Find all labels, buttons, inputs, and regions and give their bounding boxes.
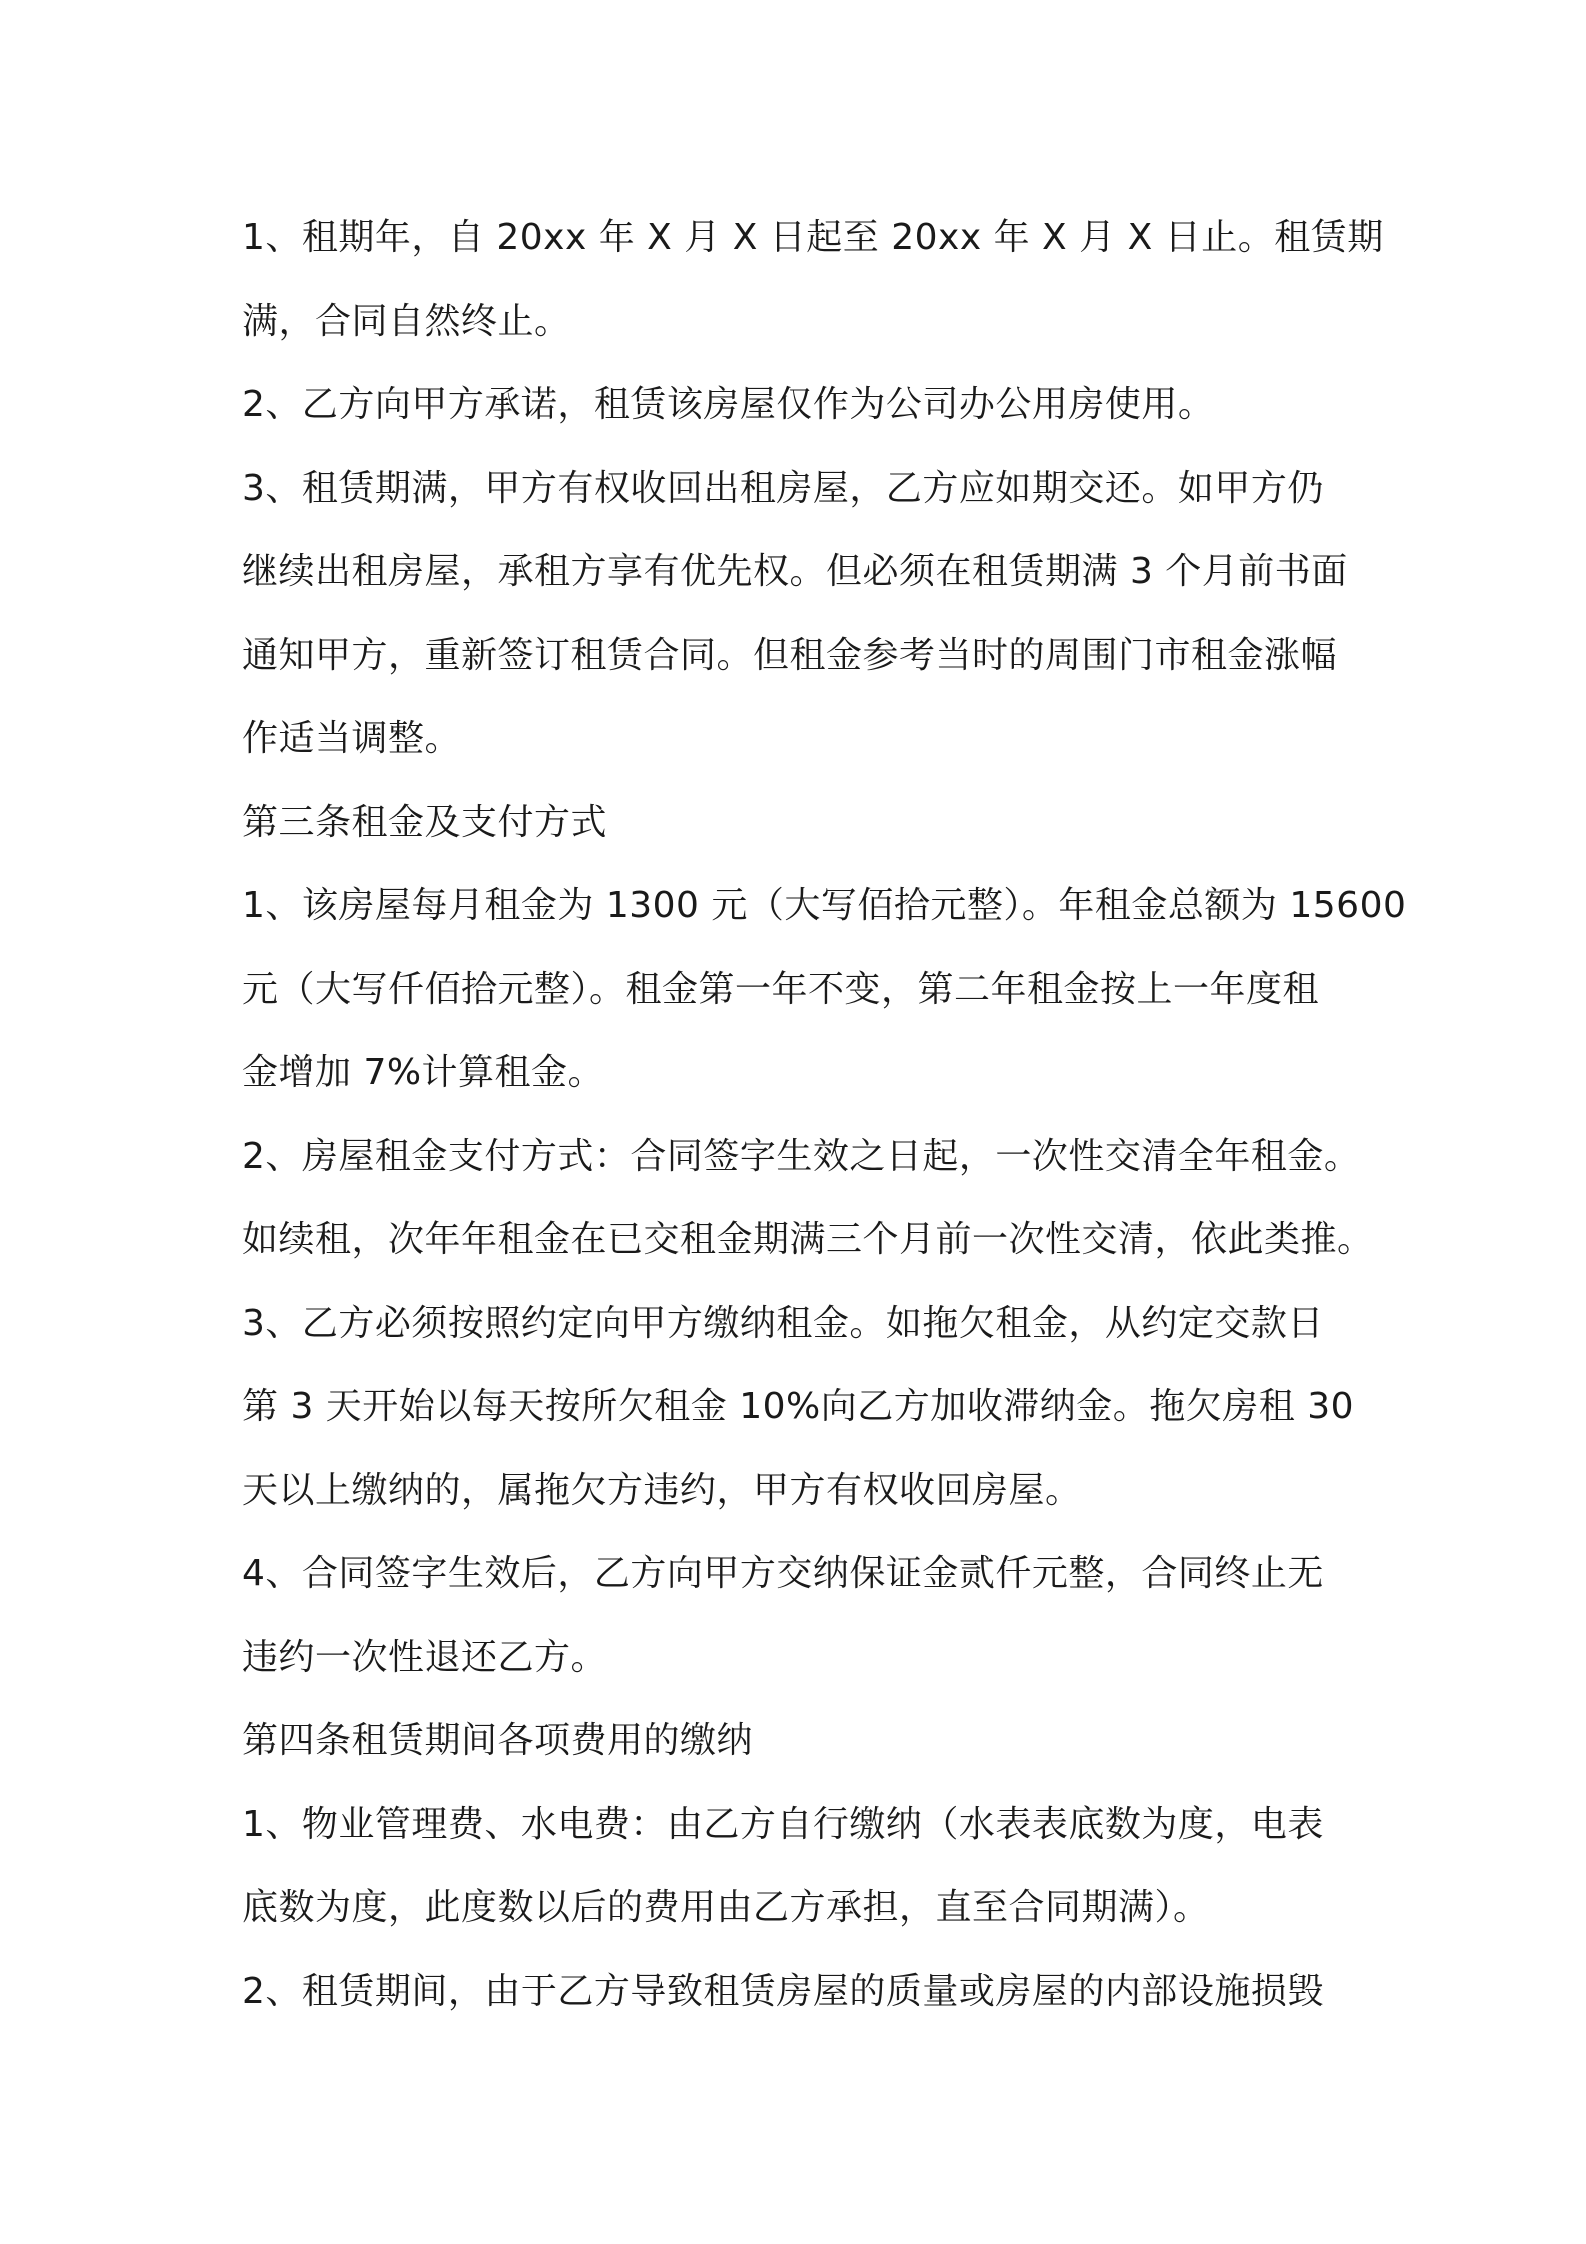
text-line: 如续租，次年年租金在已交租金期满三个月前一次性交清，依此类推。 xyxy=(242,1219,1374,1260)
text-line: 继续出租房屋，承租方享有优先权。但必须在租赁期满 3 个月前书面 xyxy=(242,551,1348,592)
text-line: 1、物业管理费、水电费：由乙方自行缴纳（水表表底数为度，电表 xyxy=(242,1803,1324,1845)
document-body xyxy=(242,196,1407,2033)
text-line: 1、该房屋每月租金为 1300 元（大写佰拾元整）。年租金总额为 15600 xyxy=(242,885,1407,926)
text-line: 1、租期年，自 20xx 年 X 月 X 日起至 20xx 年 X 月 X 日止。租赁期 xyxy=(242,217,1384,258)
text-line: 3、乙方必须按照约定向甲方缴纳租金。如拖欠租金，从约定交款日 xyxy=(242,1302,1324,1344)
text-line: 第 3 天开始以每天按所欠租金 10%向乙方加收滞纳金。拖欠房租 30 xyxy=(242,1386,1355,1427)
text-line: 满，合同自然终止。 xyxy=(242,300,571,342)
text-line: 4、合同签字生效后，乙方向甲方交纳保证金贰仟元整，合同终止无 xyxy=(242,1553,1324,1594)
text-line: 金增加 7%计算租金。 xyxy=(242,1052,605,1093)
text-line: 2、乙方向甲方承诺，租赁该房屋仅作为公司办公用房使用。 xyxy=(242,384,1215,425)
text-line: 底数为度，此度数以后的费用由乙方承担，直至合同期满）。 xyxy=(242,1887,1210,1928)
text-line: 作适当调整。 xyxy=(242,718,462,759)
section-heading: 第三条租金及支付方式 xyxy=(242,801,608,843)
text-line: 通知甲方，重新签订租赁合同。但租金参考当时的周围门市租金涨幅 xyxy=(242,634,1338,676)
text-line: 违约一次性退还乙方。 xyxy=(242,1636,608,1678)
text-line: 2、租赁期间，由于乙方导致租赁房屋的质量或房屋的内部设施损毁 xyxy=(242,1970,1324,2012)
section-heading: 第四条租赁期间各项费用的缴纳 xyxy=(242,1720,754,1761)
text-line: 2、房屋租金支付方式：合同签字生效之日起，一次性交清全年租金。 xyxy=(242,1135,1361,1177)
text-line: 元（大写仟佰拾元整）。租金第一年不变，第二年租金按上一年度租 xyxy=(242,968,1320,1010)
text-line: 3、租赁期满，甲方有权收回出租房屋，乙方应如期交还。如甲方仍 xyxy=(242,467,1324,509)
text-line: 天以上缴纳的，属拖欠方违约，甲方有权收回房屋。 xyxy=(242,1469,1082,1511)
